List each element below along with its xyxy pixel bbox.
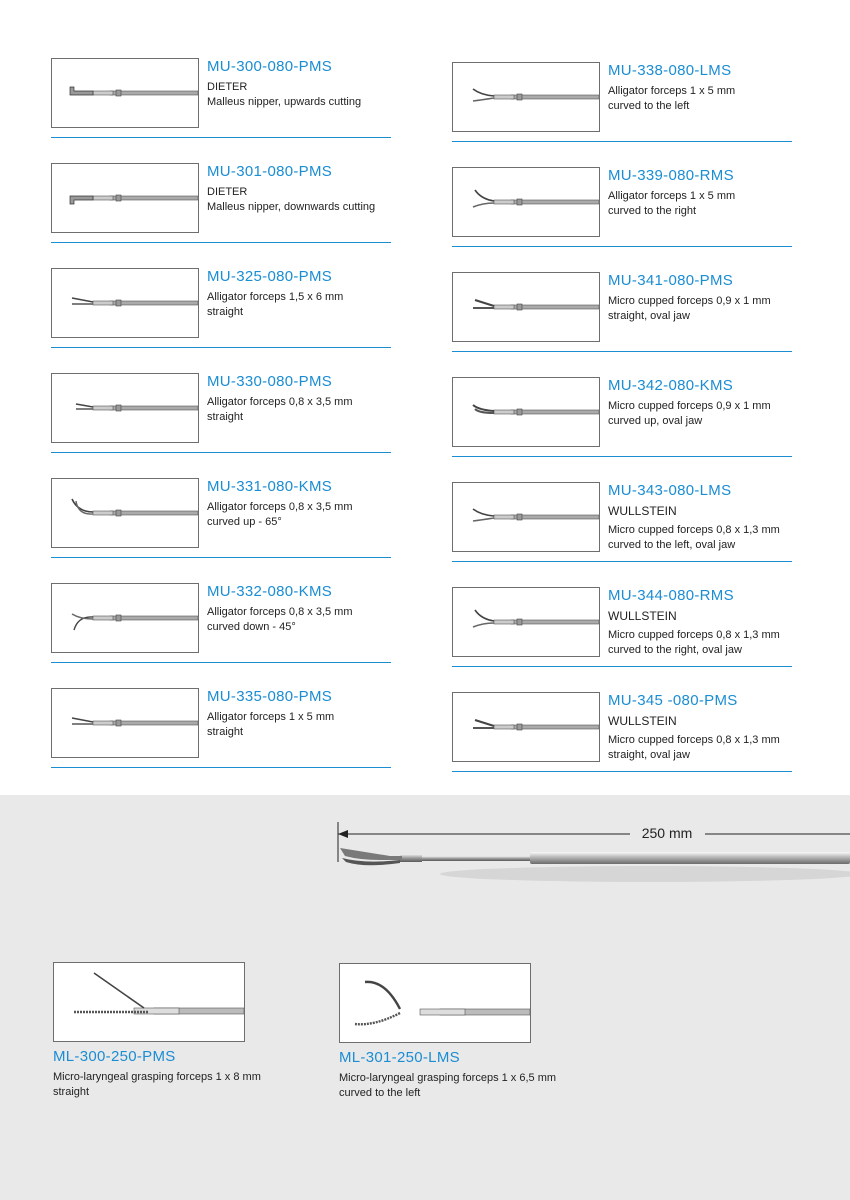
product-code: MU-343-080-LMS xyxy=(608,482,732,499)
product-code: MU-331-080-KMS xyxy=(207,478,333,495)
product-item xyxy=(51,268,393,348)
product-image xyxy=(51,583,199,653)
product-code: MU-332-080-KMS xyxy=(207,583,333,600)
product-description: curved up - 65° xyxy=(207,516,282,528)
instrument-tip-image xyxy=(453,588,599,656)
product-item xyxy=(452,482,794,562)
product-maker: DIETER xyxy=(207,186,248,198)
product-description: straight xyxy=(207,726,244,738)
product-description: straight xyxy=(53,1086,90,1098)
product-code: MU-342-080-KMS xyxy=(608,377,734,394)
product-description: Micro cupped forceps 0,9 x 1 mm xyxy=(608,400,771,412)
product-maker: WULLSTEIN xyxy=(608,609,677,623)
instrument-tip-image xyxy=(52,584,198,652)
product-item xyxy=(51,478,393,558)
dimension-label: 250 mm xyxy=(641,825,693,841)
divider-line xyxy=(51,137,391,138)
instrument-tip-image xyxy=(52,479,198,547)
instrument-tip-image xyxy=(340,964,530,1042)
product-item xyxy=(51,583,393,663)
product-description: Alligator forceps 0,8 x 3,5 mm xyxy=(207,606,353,618)
instrument-tip-image xyxy=(453,63,599,131)
product-description: Micro-laryngeal grasping forceps 1 x 6,5 mm xyxy=(339,1072,557,1084)
product-description: Alligator forceps 1 x 5 mm xyxy=(608,85,736,97)
divider-line xyxy=(452,666,792,667)
divider-line xyxy=(452,351,792,352)
product-item xyxy=(51,688,393,768)
product-code: MU-345 -080-PMS xyxy=(608,692,738,709)
divider-line xyxy=(452,561,792,562)
product-description: curved down - 45° xyxy=(207,621,296,633)
instrument-tip-image xyxy=(52,59,198,127)
product-image xyxy=(51,58,199,128)
product-description: Malleus nipper, upwards cutting xyxy=(207,96,362,108)
instrument-tip-image xyxy=(453,483,599,551)
product-item xyxy=(51,58,393,138)
product-image xyxy=(51,163,199,233)
product-code: ML-300-250-PMS xyxy=(53,1048,176,1065)
product-code: MU-330-080-PMS xyxy=(207,373,333,390)
product-code: MU-300-080-PMS xyxy=(207,58,333,75)
product-maker: DIETER xyxy=(207,81,248,93)
product-description: straight xyxy=(207,306,244,318)
instrument-tip-image xyxy=(54,963,244,1041)
product-image xyxy=(452,167,600,237)
product-image xyxy=(452,377,600,447)
product-item xyxy=(452,167,794,247)
divider-line xyxy=(452,141,792,142)
product-item xyxy=(452,587,794,667)
product-image xyxy=(51,688,199,758)
product-description: Alligator forceps 1 x 5 mm xyxy=(608,190,736,202)
product-description: Malleus nipper, downwards cutting xyxy=(207,201,376,213)
product-description: curved to the right, oval jaw xyxy=(608,644,742,656)
product-description: Alligator forceps 0,8 x 3,5 mm xyxy=(207,396,353,408)
product-description: Alligator forceps 0,8 x 3,5 mm xyxy=(207,501,353,513)
product-description: straight xyxy=(207,411,244,423)
product-item xyxy=(51,373,393,453)
product-description: Micro cupped forceps 0,8 x 1,3 mm xyxy=(608,734,780,746)
product-code: MU-301-080-PMS xyxy=(207,163,333,180)
product-item xyxy=(452,62,794,142)
divider-line xyxy=(51,662,391,663)
product-code: ML-301-250-LMS xyxy=(339,1049,460,1066)
instrument-tip-image xyxy=(453,168,599,236)
divider-line xyxy=(452,456,792,457)
product-item xyxy=(452,272,794,352)
product-code: MU-325-080-PMS xyxy=(207,268,333,285)
instrument-tip-image xyxy=(52,269,198,337)
instrument-tip-image xyxy=(52,374,198,442)
product-image xyxy=(53,962,245,1042)
instrument-tip-image xyxy=(52,689,198,757)
product-description: straight, oval jaw xyxy=(608,749,690,761)
divider-line xyxy=(51,347,391,348)
divider-line xyxy=(452,771,792,772)
product-description: curved up, oval jaw xyxy=(608,415,703,427)
product-description: straight, oval jaw xyxy=(608,310,690,322)
product-item xyxy=(452,692,794,772)
product-image xyxy=(51,478,199,548)
product-image xyxy=(452,272,600,342)
product-description: Micro-laryngeal grasping forceps 1 x 8 mm xyxy=(53,1071,261,1083)
divider-line xyxy=(452,246,792,247)
product-description: Micro cupped forceps 0,8 x 1,3 mm xyxy=(608,524,780,536)
instrument-tip-image xyxy=(453,693,599,761)
divider-line xyxy=(51,242,391,243)
instrument-250mm-image xyxy=(320,800,850,890)
divider-line xyxy=(51,767,391,768)
product-image xyxy=(51,373,199,443)
instrument-tip-image xyxy=(52,164,198,232)
product-description: curved to the left xyxy=(339,1087,421,1099)
product-description: curved to the left, oval jaw xyxy=(608,539,736,551)
product-code: MU-344-080-RMS xyxy=(608,587,734,604)
product-image xyxy=(339,963,531,1043)
product-item xyxy=(452,377,794,457)
instrument-tip-image xyxy=(453,378,599,446)
product-code: MU-339-080-RMS xyxy=(608,167,734,184)
divider-line xyxy=(51,452,391,453)
product-description: Alligator forceps 1,5 x 6 mm xyxy=(207,291,344,303)
product-image xyxy=(452,482,600,552)
product-description: curved to the right xyxy=(608,205,697,217)
product-maker: WULLSTEIN xyxy=(608,714,677,728)
product-description: Micro cupped forceps 0,8 x 1,3 mm xyxy=(608,629,780,641)
product-description: Micro cupped forceps 0,9 x 1 mm xyxy=(608,295,771,307)
product-item xyxy=(51,163,393,243)
product-image xyxy=(452,692,600,762)
product-image xyxy=(452,62,600,132)
product-maker: WULLSTEIN xyxy=(608,504,677,518)
product-description: curved to the left xyxy=(608,100,690,112)
product-code: MU-335-080-PMS xyxy=(207,688,333,705)
product-code: MU-338-080-LMS xyxy=(608,62,732,79)
dimension-arrow xyxy=(338,830,348,838)
product-description: Alligator forceps 1 x 5 mm xyxy=(207,711,335,723)
product-image xyxy=(51,268,199,338)
product-image xyxy=(452,587,600,657)
instrument-tip-image xyxy=(453,273,599,341)
product-code: MU-341-080-PMS xyxy=(608,272,734,289)
divider-line xyxy=(51,557,391,558)
